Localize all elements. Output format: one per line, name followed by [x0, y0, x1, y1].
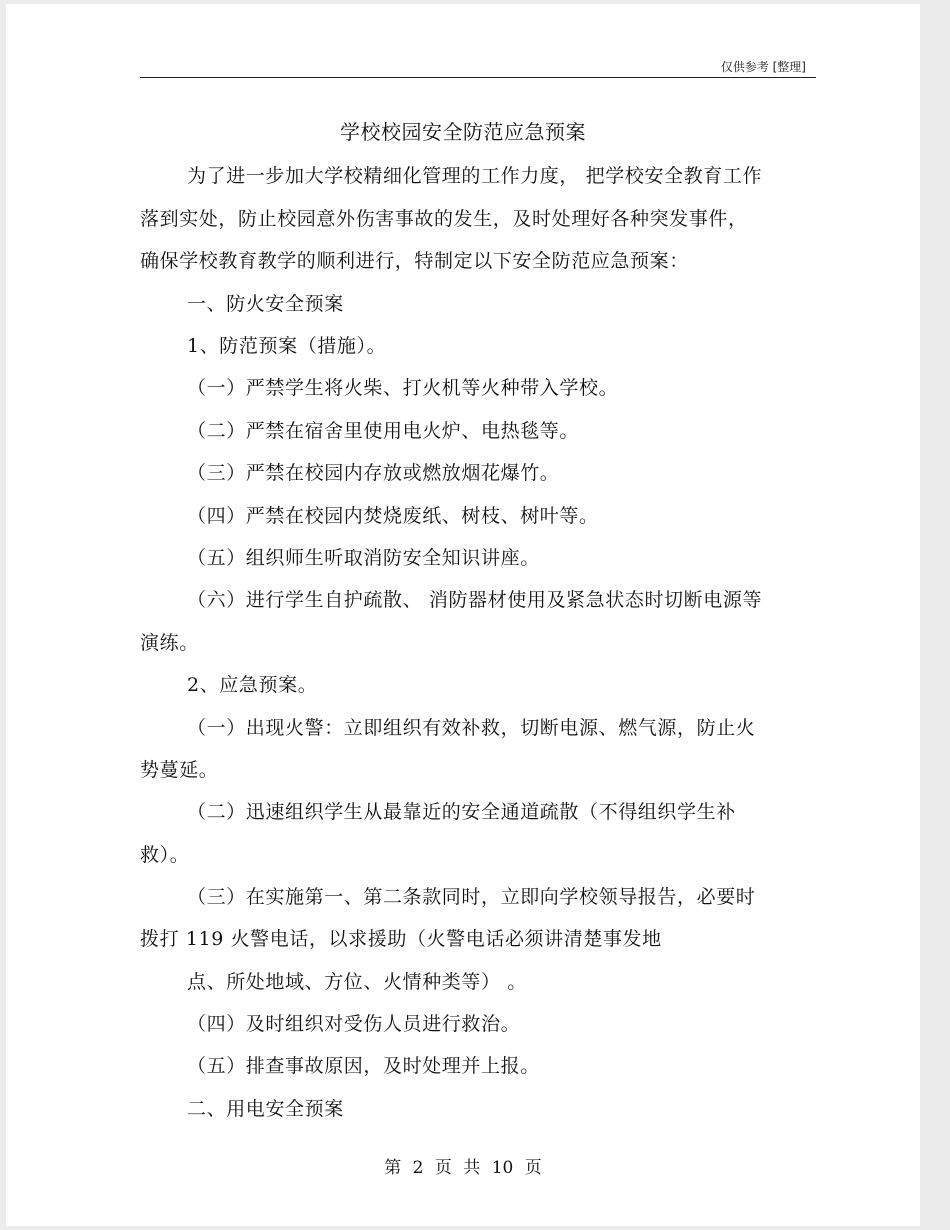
- list-item: （二）严禁在宿舍里使用电火炉、电热毯等。: [187, 420, 580, 442]
- section-heading: 二、用电安全预案: [187, 1098, 344, 1120]
- list-item: （三）严禁在校园内存放或燃放烟花爆竹。: [187, 462, 560, 484]
- paragraph-line: 为了进一步加大学校精细化管理的工作力度， 把学校安全教育工作: [187, 165, 763, 187]
- list-item: （一）出现火警：立即组织有效补救，切断电源、燃气源，防止火: [187, 717, 756, 739]
- list-item-continuation: 点、所处地域、方位、火情种类等） 。: [187, 971, 527, 993]
- list-item-continuation: 势蔓延。: [140, 759, 219, 781]
- list-item-continuation: 拨打 119 火警电话，以求援助（火警电话必须讲清楚事发地: [140, 928, 662, 950]
- document-title: 学校校园安全防范应急预案: [340, 120, 586, 144]
- subsection-heading: 1、防范预案（措施）。: [187, 335, 387, 357]
- document-page: [6, 4, 920, 1226]
- section-heading: 一、防火安全预案: [187, 293, 344, 315]
- list-item: （三）在实施第一、第二条款同时，立即向学校领导报告，必要时: [187, 886, 756, 908]
- subsection-heading: 2、应急预案。: [187, 674, 318, 696]
- list-item: （四）及时组织对受伤人员进行救治。: [187, 1013, 521, 1035]
- list-item: （六）进行学生自护疏散、 消防器材使用及紧急状态时切断电源等: [187, 589, 763, 611]
- header-divider: [140, 77, 816, 78]
- list-item: （五）排查事故原因，及时处理并上报。: [187, 1055, 540, 1077]
- list-item-continuation: 救）。: [140, 844, 190, 866]
- page-footer: 第 2 页 共 10 页: [384, 1158, 542, 1178]
- paragraph-line: 确保学校教育教学的顺利进行，特制定以下安全防范应急预案：: [140, 250, 689, 272]
- list-item: （五）组织师生听取消防安全知识讲座。: [187, 547, 540, 569]
- list-item: （二）迅速组织学生从最靠近的安全通道疏散（不得组织学生补: [187, 801, 736, 823]
- list-item-continuation: 演练。: [140, 632, 199, 654]
- page-header: 仅供参考 [整理]: [720, 60, 806, 74]
- paragraph-line: 落到实处，防止校园意外伤害事故的发生，及时处理好各种突发事件，: [140, 208, 748, 230]
- list-item: （一）严禁学生将火柴、打火机等火种带入学校。: [187, 377, 619, 399]
- list-item: （四）严禁在校园内焚烧废纸、树枝、树叶等。: [187, 505, 599, 527]
